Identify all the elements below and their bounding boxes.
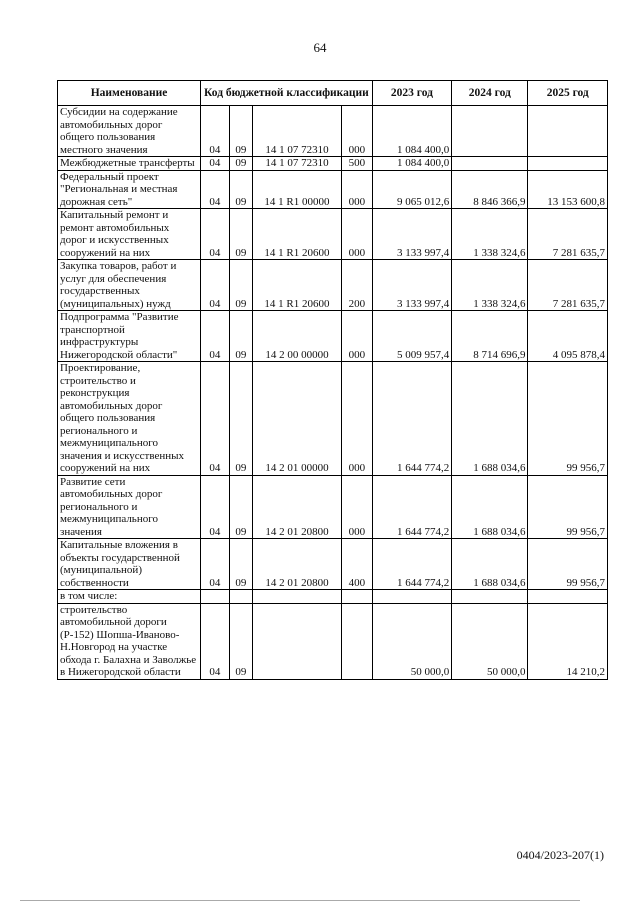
row-target-article-code: 14 1 R1 00000 bbox=[252, 170, 341, 209]
row-expense-type-code: 000 bbox=[341, 362, 372, 476]
row-subsection-code: 09 bbox=[229, 106, 252, 157]
table-row bbox=[58, 362, 608, 476]
table-row bbox=[58, 157, 608, 171]
table-row bbox=[58, 590, 608, 604]
row-section-code: 04 bbox=[201, 475, 230, 539]
row-expense-type-code: 500 bbox=[341, 157, 372, 171]
row-name-cell: Федеральный проект "Региональная и местная дорожная сеть" bbox=[58, 170, 201, 209]
row-name-cell: Капитальные вложения в объекты государственной (муниципальной) собственности bbox=[58, 539, 201, 590]
row-value-2025 bbox=[528, 157, 608, 171]
row-value-2023: 3 133 997,4 bbox=[372, 209, 451, 260]
row-value-2024: 1 338 324,6 bbox=[452, 260, 528, 311]
row-value-2023: 50 000,0 bbox=[372, 603, 451, 679]
row-section-code: 04 bbox=[201, 260, 230, 311]
row-expense-type-code bbox=[341, 603, 372, 679]
row-section-code: 04 bbox=[201, 362, 230, 476]
table-header-row bbox=[58, 81, 608, 106]
row-value-2023: 3 133 997,4 bbox=[372, 260, 451, 311]
row-value-2024: 50 000,0 bbox=[452, 603, 528, 679]
table-row bbox=[58, 260, 608, 311]
row-value-2023: 1 644 774,2 bbox=[372, 362, 451, 476]
row-section-code: 04 bbox=[201, 311, 230, 362]
header-2024: 2024 год bbox=[452, 81, 528, 106]
row-value-2025: 7 281 635,7 bbox=[528, 209, 608, 260]
row-expense-type-code: 000 bbox=[341, 106, 372, 157]
row-subsection-code: 09 bbox=[229, 157, 252, 171]
row-name-cell: Субсидии на содержание автомобильных дорог общего пользования местного значения bbox=[58, 106, 201, 157]
row-value-2025: 99 956,7 bbox=[528, 475, 608, 539]
row-value-2023: 1 644 774,2 bbox=[372, 539, 451, 590]
document-code: 0404/2023-207(1) bbox=[516, 848, 604, 862]
row-value-2025: 99 956,7 bbox=[528, 362, 608, 476]
row-expense-type-code: 000 bbox=[341, 475, 372, 539]
row-subsection-code: 09 bbox=[229, 539, 252, 590]
row-value-2025: 4 095 878,4 bbox=[528, 311, 608, 362]
row-value-2024: 8 714 696,9 bbox=[452, 311, 528, 362]
header-name: Наименование bbox=[58, 81, 201, 106]
row-name-cell: в том числе: bbox=[58, 590, 201, 604]
budget-table bbox=[57, 80, 608, 680]
row-section-code: 04 bbox=[201, 106, 230, 157]
row-target-article-code bbox=[252, 590, 341, 604]
row-value-2025: 14 210,2 bbox=[528, 603, 608, 679]
row-subsection-code: 09 bbox=[229, 260, 252, 311]
row-name-cell: Развитие сети автомобильных дорог регионального и межмуниципального значения bbox=[58, 475, 201, 539]
row-subsection-code: 09 bbox=[229, 475, 252, 539]
table-row bbox=[58, 170, 608, 209]
row-value-2023: 1 084 400,0 bbox=[372, 157, 451, 171]
row-expense-type-code bbox=[341, 590, 372, 604]
row-target-article-code: 14 1 07 72310 bbox=[252, 106, 341, 157]
row-section-code: 04 bbox=[201, 170, 230, 209]
table-row bbox=[58, 603, 608, 679]
header-2023: 2023 год bbox=[372, 81, 451, 106]
row-value-2024 bbox=[452, 157, 528, 171]
row-section-code: 04 bbox=[201, 539, 230, 590]
row-subsection-code: 09 bbox=[229, 311, 252, 362]
row-name-cell: Подпрограмма "Развитие транспортной инфраструктуры Нижегородской области" bbox=[58, 311, 201, 362]
row-section-code bbox=[201, 590, 230, 604]
row-subsection-code: 09 bbox=[229, 170, 252, 209]
row-name-cell: Капитальный ремонт и ремонт автомобильных дорог и искусственных сооружений на них bbox=[58, 209, 201, 260]
row-expense-type-code: 000 bbox=[341, 209, 372, 260]
row-subsection-code: 09 bbox=[229, 209, 252, 260]
row-target-article-code bbox=[252, 603, 341, 679]
row-value-2024: 1 338 324,6 bbox=[452, 209, 528, 260]
row-value-2024: 1 688 034,6 bbox=[452, 539, 528, 590]
row-section-code: 04 bbox=[201, 157, 230, 171]
row-value-2024: 8 846 366,9 bbox=[452, 170, 528, 209]
row-name-cell: Закупка товаров, работ и услуг для обеспечения государственных (муниципальных) нужд bbox=[58, 260, 201, 311]
row-section-code: 04 bbox=[201, 209, 230, 260]
row-value-2024 bbox=[452, 106, 528, 157]
row-expense-type-code: 400 bbox=[341, 539, 372, 590]
row-value-2024 bbox=[452, 590, 528, 604]
header-code: Код бюджетной классификации bbox=[201, 81, 373, 106]
row-value-2025: 99 956,7 bbox=[528, 539, 608, 590]
row-target-article-code: 14 2 00 00000 bbox=[252, 311, 341, 362]
row-value-2023: 5 009 957,4 bbox=[372, 311, 451, 362]
row-value-2025 bbox=[528, 106, 608, 157]
page-number: 64 bbox=[313, 40, 327, 55]
row-value-2023: 9 065 012,6 bbox=[372, 170, 451, 209]
row-target-article-code: 14 2 01 20800 bbox=[252, 475, 341, 539]
row-target-article-code: 14 1 07 72310 bbox=[252, 157, 341, 171]
row-target-article-code: 14 2 01 00000 bbox=[252, 362, 341, 476]
row-target-article-code: 14 1 R1 20600 bbox=[252, 209, 341, 260]
row-value-2025: 13 153 600,8 bbox=[528, 170, 608, 209]
table-row bbox=[58, 539, 608, 590]
row-section-code: 04 bbox=[201, 603, 230, 679]
table-row bbox=[58, 106, 608, 157]
row-value-2025 bbox=[528, 590, 608, 604]
row-value-2023: 1 084 400,0 bbox=[372, 106, 451, 157]
row-value-2023 bbox=[372, 590, 451, 604]
row-value-2024: 1 688 034,6 bbox=[452, 362, 528, 476]
row-subsection-code bbox=[229, 590, 252, 604]
row-subsection-code: 09 bbox=[229, 603, 252, 679]
row-target-article-code: 14 2 01 20800 bbox=[252, 539, 341, 590]
row-expense-type-code: 000 bbox=[341, 311, 372, 362]
row-name-cell: строительство автомобильной дороги (Р-152) Шопша-Иваново-Н.Новгород на участке обхода г. Балахна и Заволжье в Нижегородской области bbox=[58, 603, 201, 679]
row-value-2024: 1 688 034,6 bbox=[452, 475, 528, 539]
row-name-cell: Проектирование, строительство и реконструкция автомобильных дорог общего пользования регионального и межмуниципального значения и искусственных сооружений на них bbox=[58, 362, 201, 476]
row-name-cell: Межбюджетные трансферты bbox=[58, 157, 201, 171]
row-expense-type-code: 200 bbox=[341, 260, 372, 311]
row-expense-type-code: 000 bbox=[341, 170, 372, 209]
row-target-article-code: 14 1 R1 20600 bbox=[252, 260, 341, 311]
table-row bbox=[58, 311, 608, 362]
table-row bbox=[58, 209, 608, 260]
scan-edge-line bbox=[20, 900, 580, 901]
table-row bbox=[58, 475, 608, 539]
row-value-2023: 1 644 774,2 bbox=[372, 475, 451, 539]
row-value-2025: 7 281 635,7 bbox=[528, 260, 608, 311]
header-2025: 2025 год bbox=[528, 81, 608, 106]
row-subsection-code: 09 bbox=[229, 362, 252, 476]
